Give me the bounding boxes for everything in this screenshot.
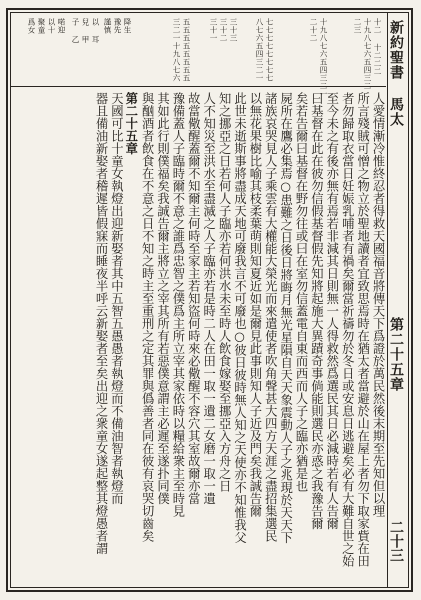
chapter-heading: 第二十五章 xyxy=(123,92,139,155)
note-line: 五五五五五五五五 xyxy=(182,18,191,82)
notes-band xyxy=(11,12,386,98)
text-column: 曰基督在此在彼勿信假基督假先知將起施大異蹟奇事倘能則選民亦惑之我豫告爾 xyxy=(309,92,324,530)
text-columns xyxy=(12,92,384,584)
note-line: 聚童 xyxy=(37,18,46,34)
note-group xyxy=(71,18,100,84)
chapter-title: 第二十五章 xyxy=(388,317,404,392)
text-column: 此世未逝斯事將盡成天地可廢我言不可廢也○彼日彼時無人知之天使亦不知惟我父 xyxy=(232,92,247,544)
note-line: 二十二 xyxy=(309,18,318,42)
note-group xyxy=(172,18,191,84)
text-column: 豫備蓋人子臨時爾不意之誰爲忠智之僕爲主所立宰其家依時以糧給衆主至時見 xyxy=(170,92,185,517)
page-number: 二十三 xyxy=(388,520,404,562)
note-line: 爲女 xyxy=(27,18,36,34)
note-group xyxy=(103,18,132,84)
note-line: 十九八七六五四三二 xyxy=(363,18,372,90)
main-text xyxy=(12,92,384,584)
note-group xyxy=(255,18,274,84)
text-column: 至今未之有後亦無有焉若非減其日則無一人得救然爲選民其日必減時若有人告爾 xyxy=(324,92,339,530)
text-column: 屍所在鷹必集焉○患難之日後日將晦月無光星隕自天天象震動人子之兆現於天天下 xyxy=(278,92,293,544)
text-column: 器且備油新娶者稽遲皆假寐而睡夜半呼云新娶者至矣出迎之衆童女遂起整其燈愚者謂 xyxy=(93,92,108,555)
text-column: 所言殘賊可憎之物立於聖地讀者宜致思焉時在猶太者當避於山在屋上者勿下取家貲在田 xyxy=(355,92,370,567)
note-group xyxy=(27,18,66,84)
note-line: 十九八七六五四三二一 xyxy=(319,18,328,98)
text-column: 者勿歸取衣當日妊娠乳哺者有禍矣爾當祈禱勿於冬日或安息日逃避矣必有大難自世之始 xyxy=(340,92,355,567)
note-line: 八七六五四三二一 xyxy=(255,18,264,82)
book-title: 新約聖書 馬太 xyxy=(388,20,404,127)
note-line: 三十一 xyxy=(209,18,218,42)
note-line: 喏迎 xyxy=(57,18,66,34)
text-column: 矣若告爾曰基督在野勿往或曰在室勿信蓋電自東而西而人子之臨亦猶是也 xyxy=(294,92,309,492)
note-line: 七七七七七七七七 xyxy=(265,18,274,82)
note-line: 三十二 xyxy=(219,18,228,42)
text-column: 其如此行則僕福矣我誠告爾主將立之宰其所有若惡僕意謂主必遲至遂扑同僕 xyxy=(155,92,170,505)
text-column: 諸族哀哭見人子乘雲有大權能大榮光而來遣使者吹角聲甚大四方天涯之盡招集選民 xyxy=(263,92,278,542)
text-column: 故當儆醒蓋爾不知爾主何時至家主若知盜何時來必儆醒不容穴其室故爾亦當 xyxy=(186,92,201,505)
note-group xyxy=(353,18,382,90)
note-line: 十二 十二二二 xyxy=(373,18,382,76)
note-line: 以 耳 xyxy=(91,18,100,44)
text-column: 知之挪亞之日若何人子臨亦若何洪水未至時人飲食嫁娶至挪亞入方舟之日 xyxy=(217,92,232,492)
text-column: 以無花果樹比喻其枝柔葉萌則知夏近如是爾見此事則知人子近及門矣我誠告爾 xyxy=(247,92,262,517)
note-line: 三二一十九八七六 xyxy=(172,18,181,82)
note-group xyxy=(309,18,328,98)
note-line: 兒 甲 xyxy=(81,18,90,44)
note-line: 豫先 xyxy=(113,18,122,34)
note-line: 謹慎 xyxy=(103,18,112,34)
note-group xyxy=(209,18,238,84)
note-line: 三十三 xyxy=(229,18,238,42)
text-column: 天國可比十童女執燈出迎新娶者其中五智五愚愚者執燈而不備油智者執燈而 xyxy=(109,92,124,505)
title-column xyxy=(387,12,408,588)
note-line: 以十 xyxy=(47,18,56,34)
text-column: 與酗酒者飲食在不意之日不知之時主至重刑之定其罪與僞善者同在彼有哀哭切齒矣 xyxy=(140,92,155,542)
note-line: 子 乙 xyxy=(71,18,80,44)
text-column: 人愛情漸冷惟終忍者得救天國福音將傳天下爲證於萬民然後末期至先知但以理 xyxy=(371,92,385,517)
note-line: 降生 xyxy=(123,18,132,34)
text-column: 人不知災至洪水至盡滅之人子臨亦若是時二人在田一取一遺二女磨一取一遺 xyxy=(201,92,216,505)
note-line: 二三 xyxy=(353,18,362,34)
